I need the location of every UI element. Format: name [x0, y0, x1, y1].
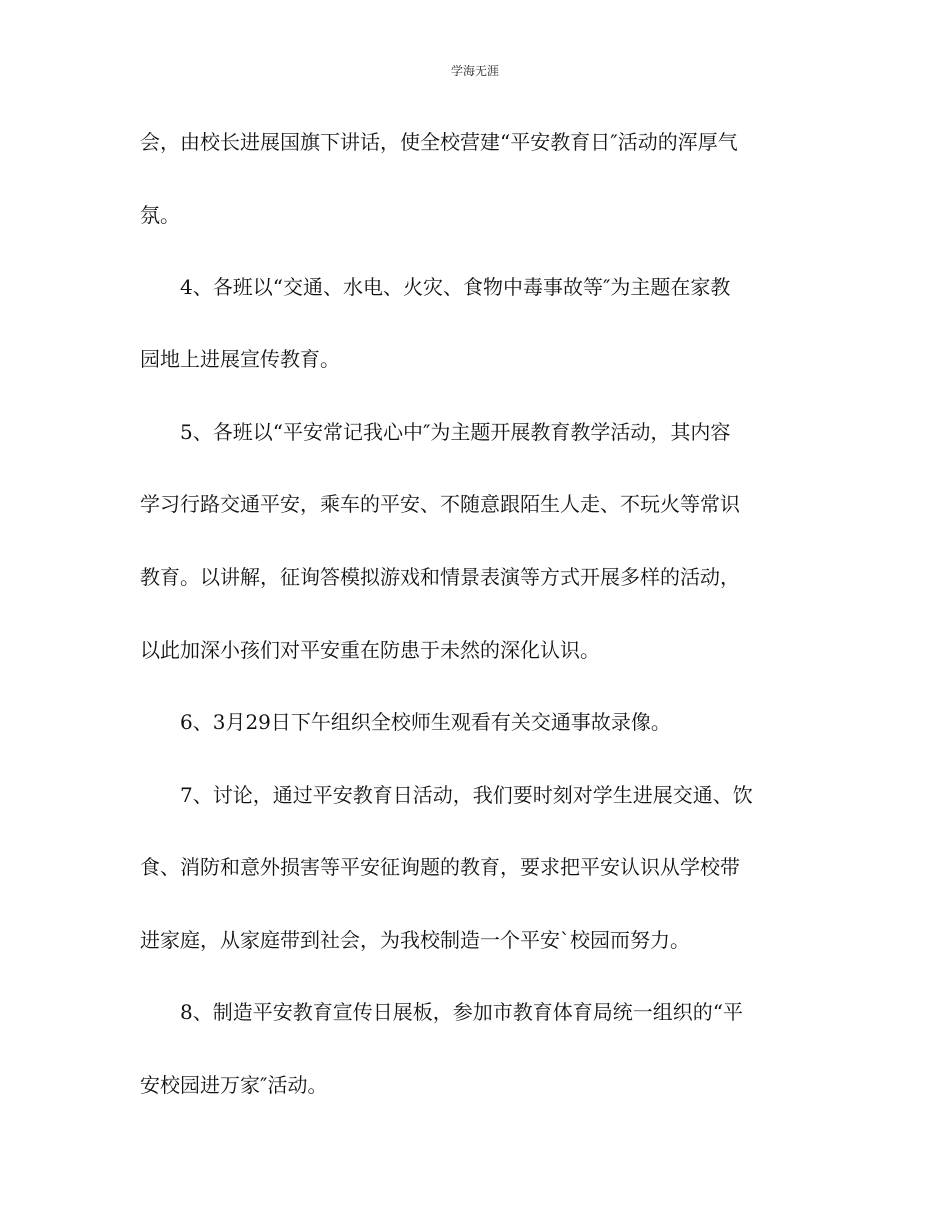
text-line: 以此加深小孩们对平安重在防患于未然的深化认识。 — [140, 638, 600, 662]
page-header: 学海无涯 — [450, 64, 499, 78]
text-line: 食、消防和意外损害等平安征询题的教育，要求把平安认识从学校带 — [140, 855, 740, 879]
text-line: 8、制造平安教育宣传日展板，参加市教育体育局统一组织的“平 — [180, 1000, 743, 1024]
text-line: 5、各班以“平安常记我心中″为主题开展教育教学活动，其内容 — [180, 420, 731, 444]
text-line: 进家庭，从家庭带到社会，为我校制造一个平安`校园而努力。 — [140, 928, 690, 952]
text-line: 氛。 — [140, 203, 180, 227]
text-line: 园地上进展宣传教育。 — [140, 347, 340, 371]
text-line: 教育。以讲解，征询答模拟游戏和情景表演等方式开展多样的活动， — [140, 565, 740, 589]
text-line: 会，由校长进展国旗下讲话，使全校营建“平安教育日″活动的浑厚气 — [140, 130, 738, 154]
text-line: 6、3月29日下午组织全校师生观看有关交通事故录像。 — [180, 710, 671, 734]
text-line: 4、各班以“交通、水电、火灾、食物中毒事故等″为主题在家教 — [180, 275, 731, 299]
text-line: 7、讨论，通过平安教育日活动，我们要时刻对学生进展交通、饮 — [180, 783, 753, 807]
text-line: 学习行路交通平安，乘车的平安、不随意跟陌生人走、不玩火等常识 — [140, 492, 740, 516]
text-line: 安校园进万家″活动。 — [140, 1073, 328, 1097]
